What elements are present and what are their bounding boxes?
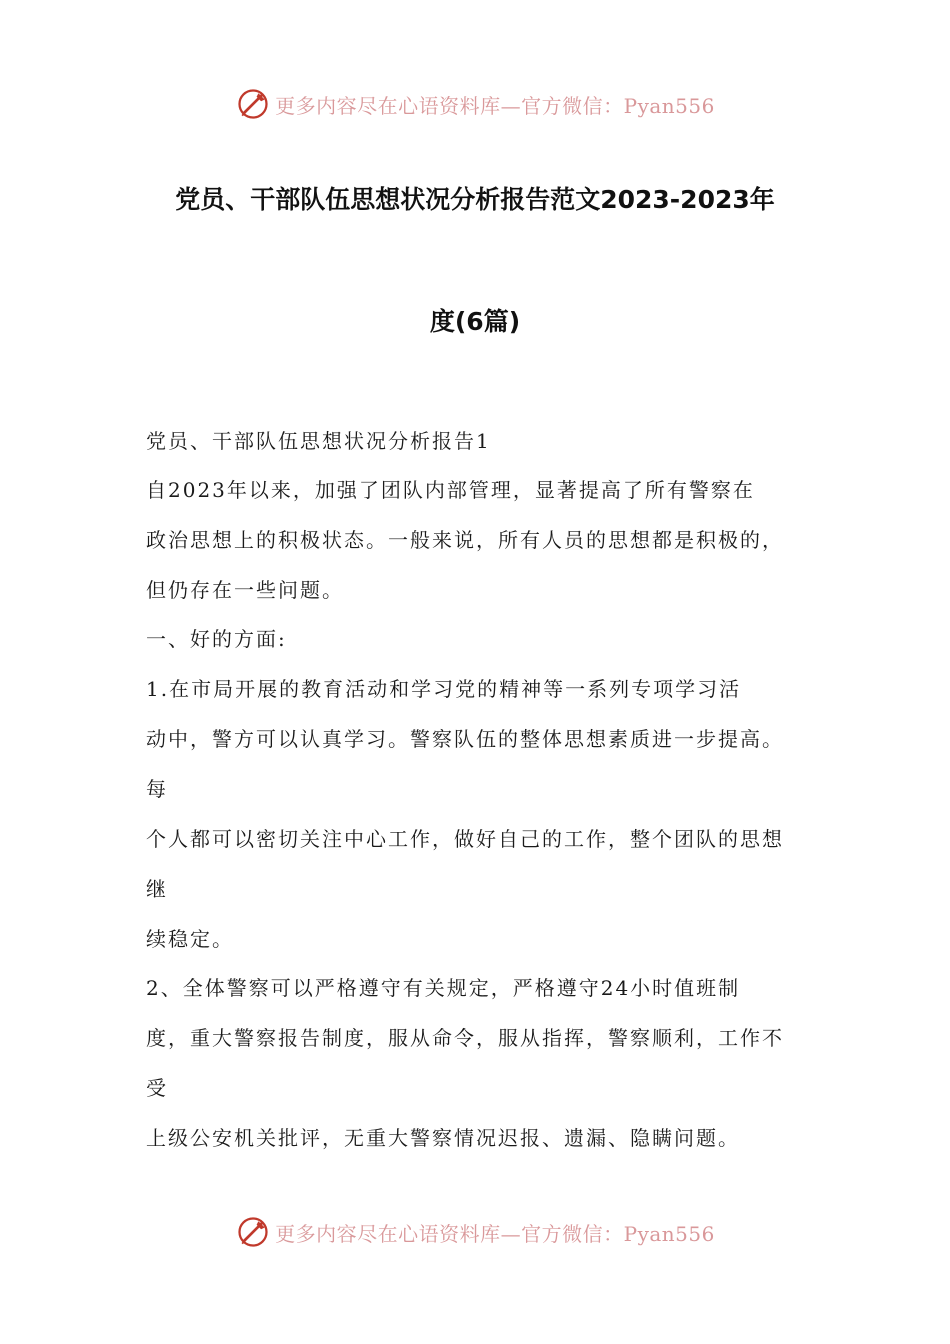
paragraph-line: 上级公安机关批评，无重大警察情况迟报、遗漏、隐瞒问题。 <box>146 1126 740 1150</box>
paragraph-line: 但仍存在一些问题。 <box>146 578 344 602</box>
paragraph-line: 1.在市局开展的教育活动和学习党的精神等一系列专项学习活 <box>146 677 742 701</box>
banner-text: 更多内容尽在心语资料库—官方微信：Pyan556 <box>275 1221 715 1246</box>
paragraph-line: 动中，警方可以认真学习。警察队伍的整体思想素质进一步提高。 <box>146 727 784 751</box>
paragraph-line: 政治思想上的积极状态。一般来说，所有人员的思想都是积极的， <box>146 528 784 552</box>
paragraph-line: 受 <box>146 1076 168 1100</box>
paragraph-line: 续稳定。 <box>146 927 234 951</box>
document-title-line2: 度(6篇) <box>429 307 521 336</box>
paragraph-line: 2、全体警察可以严格遵守有关规定，严格遵守24小时值班制 <box>146 976 741 1000</box>
document-title-line1: 党员、干部队伍思想状况分析报告范文2023-2023年 <box>175 185 775 214</box>
paragraph-line: 继 <box>146 877 168 901</box>
pen-logo-icon <box>235 1214 271 1250</box>
section-heading: 党员、干部队伍思想状况分析报告1 <box>146 429 491 453</box>
pen-logo-icon <box>235 86 271 122</box>
banner-text: 更多内容尽在心语资料库—官方微信：Pyan556 <box>275 93 715 118</box>
header-banner <box>0 82 950 126</box>
paragraph-line: 自2023年以来，加强了团队内部管理，显著提高了所有警察在 <box>146 478 755 502</box>
paragraph-line: 每 <box>146 777 168 801</box>
footer-banner <box>0 1210 950 1254</box>
paragraph-line: 个人都可以密切关注中心工作，做好自己的工作，整个团队的思想 <box>146 827 784 851</box>
subheading: 一、好的方面: <box>146 627 287 651</box>
paragraph-line: 度，重大警察报告制度，服从命令，服从指挥，警察顺利，工作不 <box>146 1026 784 1050</box>
